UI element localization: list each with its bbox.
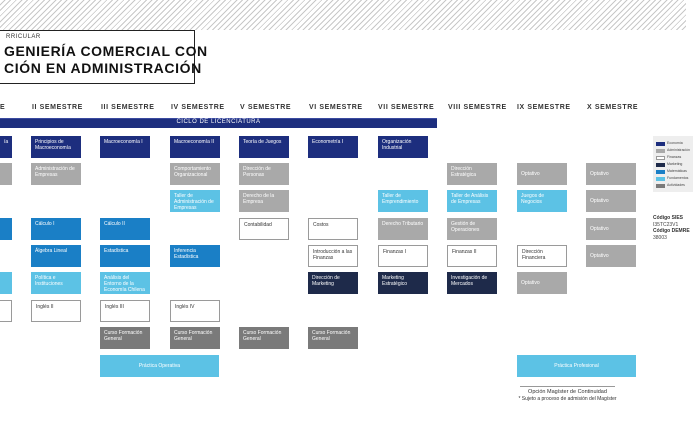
course-box: Inglés II (31, 300, 81, 322)
legend-label: Finanzas (667, 155, 682, 159)
course-box: Gestión de Operaciones (447, 218, 497, 240)
semester-header-1: E (0, 104, 6, 111)
admission-note: * Sujeto a proceso de admisión del Magíster (518, 396, 617, 402)
course-box: Curso Formación General (239, 327, 289, 349)
course-box (0, 218, 12, 240)
course-box: Teoría de Juegos (239, 136, 289, 158)
legend-item (656, 170, 696, 175)
course-box: Finanzas II (447, 245, 497, 267)
legend-label: Actividades (667, 183, 685, 187)
course-box: Inglés IV (170, 300, 220, 322)
semester-header-8: VIII SEMESTRE (448, 104, 507, 111)
legend-label: Matemáticas (667, 169, 687, 173)
course-box: Juegos de Negocios (517, 190, 567, 212)
legend-swatch (656, 184, 665, 188)
course-box: Inferencia Estadística (170, 245, 220, 267)
semester-header-9: IX SEMESTRE (517, 104, 571, 111)
legend-item (656, 184, 696, 189)
course-box: Taller de Emprendimiento (378, 190, 428, 212)
legend-swatch (656, 156, 665, 160)
course-box: Principios de Macroeconomía (31, 136, 81, 158)
semester-header-5: V SEMESTRE (240, 104, 292, 111)
course-box: Curso Formación General (100, 327, 150, 349)
course-box (0, 163, 12, 185)
header-hatch-pattern (0, 0, 686, 30)
demre-code-label: Código DEMRE (653, 228, 690, 234)
course-box: Optativo (586, 218, 636, 240)
legend-swatch (656, 177, 665, 181)
demre-code-value: 38003 (653, 234, 667, 241)
course-box: Macroeconomía I (100, 136, 150, 158)
course-box: Optativo (586, 190, 636, 212)
legend-swatch (656, 149, 665, 153)
course-box: Comportamiento Organizacional (170, 163, 220, 185)
course-box: Análisis del Entorno de la Economía Chilena (100, 272, 150, 294)
course-box: Derecho Tributario (378, 218, 428, 240)
legend-item (656, 156, 696, 161)
course-box: Dirección de Marketing (308, 272, 358, 294)
semester-header-2: II SEMESTRE (32, 104, 83, 111)
magister-note: Opción Magíster de Continuidad (528, 389, 607, 395)
title-kicker: RRICULAR (6, 34, 41, 40)
course-box: Política e Instituciones (31, 272, 81, 294)
legend-item (656, 163, 696, 168)
semester-header-6: VI SEMESTRE (309, 104, 363, 111)
course-box: Macroeconomía II (170, 136, 220, 158)
legend-swatch (656, 163, 665, 167)
course-box: Cálculo I (31, 218, 81, 240)
title-line-2: CIÓN EN ADMINISTRACIÓN (4, 60, 202, 76)
course-box: Contabilidad (239, 218, 289, 240)
semester-header-4: IV SEMESTRE (171, 104, 225, 111)
course-box (0, 272, 12, 294)
sies-code-label: Código SIES (653, 215, 683, 221)
semester-header-7: VII SEMESTRE (378, 104, 435, 111)
legend (653, 136, 693, 192)
legend-label: Economía (667, 141, 683, 145)
course-box (0, 300, 12, 322)
course-box: Taller de Administración de Empresas (170, 190, 220, 212)
ciclo-licenciatura-label: CICLO DE LICENCIATURA (176, 119, 261, 125)
course-box: Taller de Análisis de Empresas (447, 190, 497, 212)
course-box: Organización Industrial (378, 136, 428, 158)
course-box: Optativo (517, 163, 567, 185)
course-box: Marketing Estratégico (378, 272, 428, 294)
course-box: Optativo (517, 272, 567, 294)
course-box: Optativo (586, 163, 636, 185)
legend-item (656, 177, 696, 182)
sies-code-value: I35TC23V1 (653, 221, 679, 228)
course-box: Cálculo II (100, 218, 150, 240)
practica-operativa-box: Práctica Operativa (100, 355, 219, 377)
course-box: Administración de Empresas (31, 163, 81, 185)
course-box: Costos (308, 218, 358, 240)
magister-divider (520, 386, 615, 387)
page-title (4, 43, 208, 77)
legend-item (656, 142, 696, 147)
course-box: Dirección Financiera (517, 245, 567, 267)
course-box: ía (0, 136, 12, 158)
course-box: Econometría I (308, 136, 358, 158)
course-box: Introducción a las Finanzas (308, 245, 358, 267)
semester-header-10: X SEMESTRE (587, 104, 639, 111)
practica-profesional-box: Práctica Profesional (517, 355, 636, 377)
course-box: Dirección Estratégica (447, 163, 497, 185)
program-codes (653, 215, 690, 241)
course-box: Curso Formación General (308, 327, 358, 349)
course-box: Curso Formación General (170, 327, 220, 349)
course-box: Inglés III (100, 300, 150, 322)
course-box: Derecho de la Empresa (239, 190, 289, 212)
course-box: Optativo (586, 245, 636, 267)
legend-label: Administración (667, 148, 690, 152)
course-box: Finanzas I (378, 245, 428, 267)
course-box: Estadística (100, 245, 150, 267)
course-box: Investigación de Mercados (447, 272, 497, 294)
legend-label: Fundamentos (667, 176, 689, 180)
course-box: Dirección de Personas (239, 163, 289, 185)
course-box: Álgebra Lineal (31, 245, 81, 267)
legend-item (656, 149, 696, 154)
legend-swatch (656, 170, 665, 174)
legend-swatch (656, 142, 665, 146)
legend-label: Marketing (667, 162, 683, 166)
title-line-1: GENIERÍA COMERCIAL CON (4, 43, 208, 59)
semester-header-3: III SEMESTRE (101, 104, 155, 111)
